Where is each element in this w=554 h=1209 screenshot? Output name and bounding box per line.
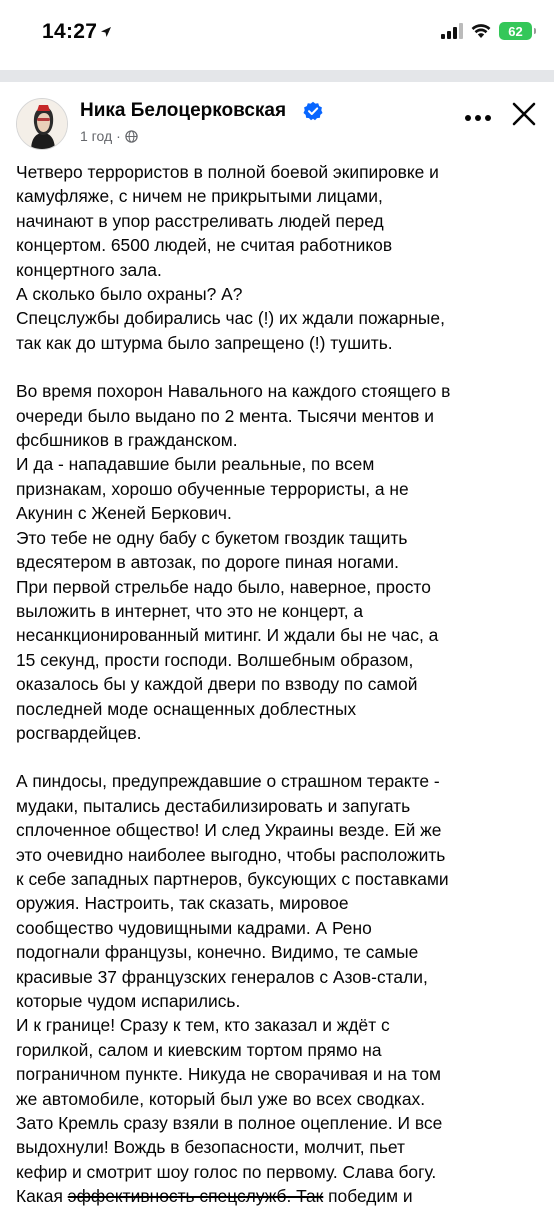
- post-paragraph: А пиндосы, предупреждавшие о страшном теракте - мудаки, пытались дестабилизировать и запугать сплоченное общество! И след Украины везде. Ей же это очевидно наиболее выгодно, чтобы расположить к себе западных партнеров, буксующих с поставками оружия. Настроить, так сказать, мировое сообщество чудовищными кадрами. А Рено подогнали французы, конечно. Видимо, те самые красивые 37 французских генералов с Азов-стали, которые чудом испарились. И к границе! Сразу к тем, кто заказал и ждёт с горилкой, салом и киевским тортом прямо на пограничном пункте. Никуда не сворачивая и на том же автомобиле, который был уже во всех сводках. Зато Кремль сразу взяли в полное оцепление. И все выдохнули! Вождь в безопасности, молчит, пьет кефир и смотрит шоу голос по первому. Слава богу.: [16, 771, 449, 1182]
- status-icons: [441, 22, 532, 40]
- feed-separator: [0, 70, 554, 82]
- post-meta: [80, 128, 138, 144]
- post-body: [16, 160, 544, 1209]
- author-name[interactable]: Ника Белоцерковская: [80, 100, 287, 121]
- avatar-image: [17, 99, 68, 150]
- post-last-line: [16, 1184, 544, 1208]
- battery-level: 62: [508, 23, 523, 39]
- avatar[interactable]: [16, 98, 68, 150]
- last-line-start: Какая: [16, 1186, 68, 1207]
- wifi-icon: [471, 23, 491, 39]
- status-time: 14:27: [42, 20, 98, 43]
- more-horizontal-icon[interactable]: [460, 106, 496, 130]
- verified-badge-icon: [303, 101, 323, 121]
- post-paragraph: Четверо террористов в полной боевой экипировке и камуфляже, с ничем не прикрытыми лицами, начинают в упор расстреливать людей перед концертом. 6500 людей, не считая работников концертного зала. А сколько было охраны? А? Спецслужбы добирались час (!) их ждали пожарные, так как до штурма было запрещено (!) тушить.: [16, 162, 445, 353]
- last-line-end: победим и: [323, 1186, 413, 1207]
- post-paragraph: Во время похорон Навального на каждого стоящего в очереди было выдано по 2 мента. Тысячи ментов и фсбшников в гражданском. И да - нападавшие были реальные, по всем признакам, хорошо обученные террористы, а не Акунин с Женей Беркович. Это тебе не одну бабу с букетом гвоздик тащить вдесятером в автозак, по дороге пиная ногами. При первой стрельбе надо было, наверное, просто выложить в интернет, что это не концерт, а несанкционированный митинг. И ждали бы не час, а 15 секунд, прости господи. Волшебным образом, оказалось бы у каждой двери по взводу по самой последней моде оснащенных доблестных росгвардейцев.: [16, 381, 451, 743]
- signal-icon: [441, 23, 463, 39]
- last-line-struck: эффективность спецслужб. Так: [67, 1186, 324, 1207]
- globe-icon: [125, 130, 138, 143]
- post-time[interactable]: 1 год: [80, 128, 113, 144]
- post-header: [0, 82, 554, 154]
- location-arrow-icon: [100, 26, 112, 38]
- status-bar: [0, 0, 554, 70]
- close-icon[interactable]: [510, 100, 538, 128]
- battery-icon: [499, 22, 532, 40]
- meta-separator: ·: [116, 128, 121, 144]
